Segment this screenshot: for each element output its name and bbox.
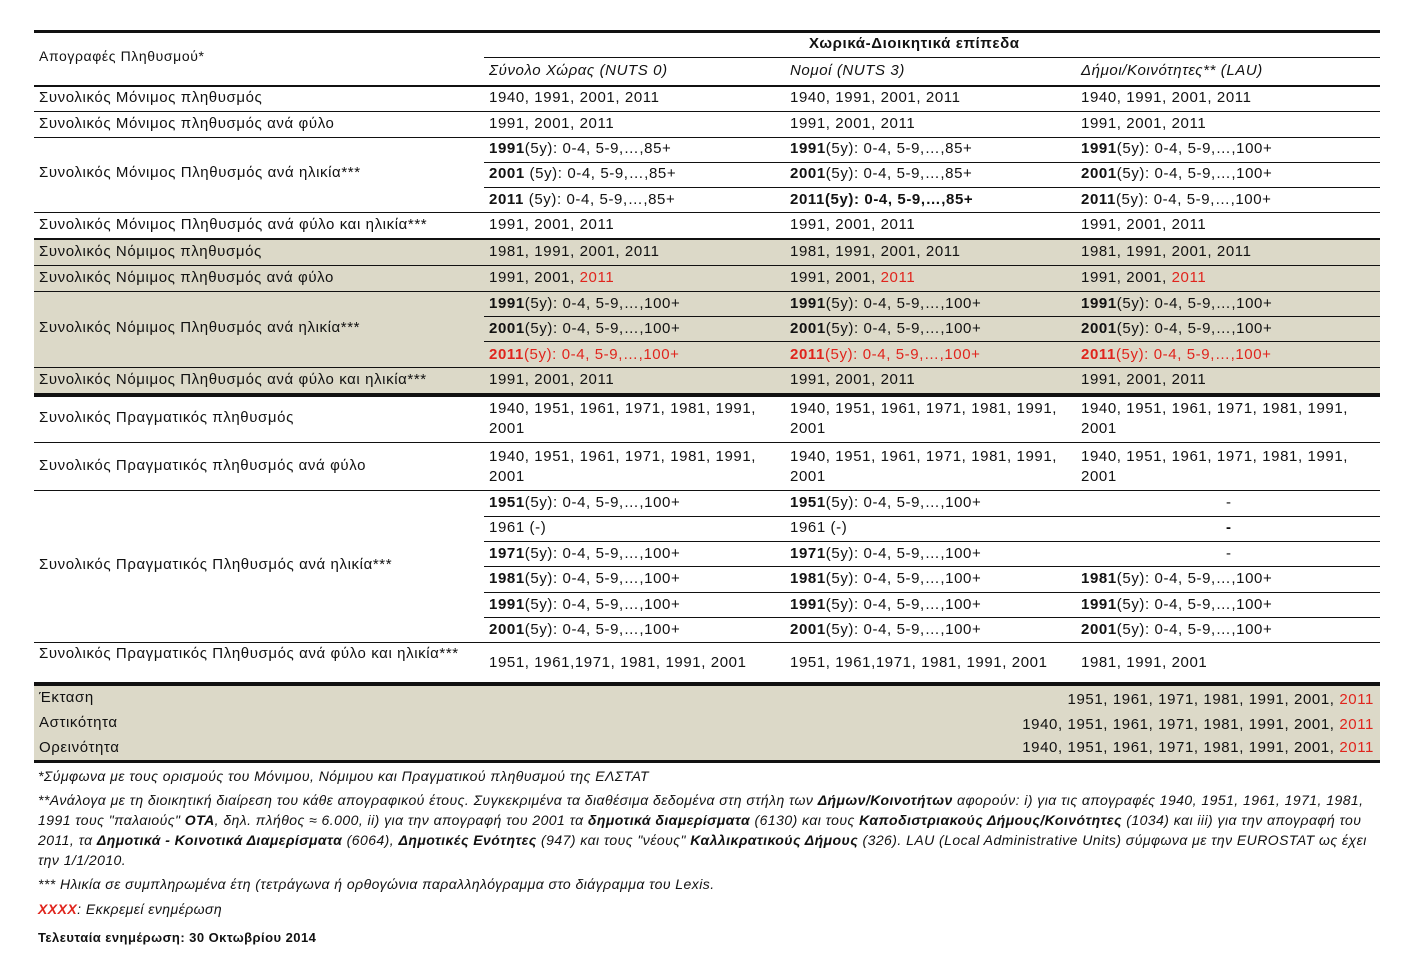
legend-text: : Εκκρεμεί ενημέρωση bbox=[77, 901, 223, 917]
pending-year: 2011 bbox=[1339, 739, 1374, 756]
cell-nuts3 bbox=[790, 544, 981, 564]
row-header-label: Απογραφές Πληθυσμού* bbox=[39, 48, 205, 64]
row-label: Συνολικός Μόνιμος Πληθυσμός ανά φύλο και ηλικία*** bbox=[39, 216, 428, 233]
cell-nuts3: 1940, 1951, 1961, 1971, 1981, 1991, 2001 bbox=[790, 400, 1058, 437]
sub-rule bbox=[484, 187, 1380, 188]
rule bbox=[34, 367, 1380, 368]
rule bbox=[34, 111, 1380, 112]
cell-nuts0: 1981, 1991, 2001, 2011 bbox=[489, 243, 660, 260]
cell-nuts0: 1940, 1991, 2001, 2011 bbox=[489, 89, 660, 106]
cell-lau bbox=[1081, 294, 1272, 314]
year: 1991 bbox=[790, 140, 826, 157]
section-rule bbox=[34, 238, 1380, 240]
year: 2001 bbox=[489, 320, 525, 337]
footnote-text: (1034) και iii) για την απογραφή του 2011, τα bbox=[38, 812, 1362, 848]
legend-pending bbox=[38, 899, 1378, 919]
year: 2001 bbox=[489, 621, 525, 638]
cell-lau: 1981, 1991, 2001, 2011 bbox=[1081, 243, 1252, 260]
sub-rule bbox=[484, 316, 1380, 317]
cell-nuts0: 1991, 2001, 2011 bbox=[489, 216, 615, 233]
row-label: Έκταση bbox=[39, 689, 94, 706]
row-label: Συνολικός Νόμιμος Πληθυσμός ανά φύλο και ηλικία*** bbox=[39, 371, 427, 388]
footnote-bold: Καποδιστριακούς Δήμους/Κοινότητες bbox=[859, 812, 1122, 828]
age-groups: (5y): 0-4, 5-9,…,100+ bbox=[1116, 320, 1273, 337]
cell-nuts3 bbox=[790, 319, 981, 339]
cell-nuts3: 1991, 2001, 2011 bbox=[790, 371, 916, 388]
rule bbox=[34, 137, 1380, 138]
age-groups: (5y): 0-4, 5-9,…,100+ bbox=[524, 320, 681, 337]
cell-nuts3 bbox=[790, 493, 981, 513]
year: 2011 bbox=[1081, 191, 1116, 208]
year: 1991 bbox=[1081, 140, 1117, 157]
sub-rule bbox=[484, 617, 1380, 618]
age-groups: (5y): 0-4, 5-9,…,100+ bbox=[523, 346, 680, 363]
row-label: Αστικότητα bbox=[39, 714, 118, 731]
year: 2001 bbox=[790, 165, 826, 182]
footnote-lau bbox=[38, 790, 1378, 870]
cell-lau: 1991, 2001, 2011 bbox=[1081, 115, 1207, 132]
footnote-bold: δημοτικά διαμερίσματα bbox=[587, 812, 751, 828]
cell-lau bbox=[1081, 319, 1272, 339]
cell-lau: 1991, 2001, 2011 bbox=[1081, 216, 1207, 233]
age-groups: (5y): 0-4, 5-9,…,85+ bbox=[524, 165, 677, 182]
sub-rule bbox=[484, 162, 1380, 163]
cell-nuts0 bbox=[489, 620, 680, 640]
year: 1981 bbox=[489, 570, 525, 587]
rule bbox=[34, 642, 1380, 643]
rule bbox=[34, 212, 1380, 213]
pending-year: 2011 bbox=[579, 269, 615, 286]
cell-lau: - bbox=[1226, 494, 1232, 511]
age-groups: (5y): 0-4, 5-9,…,100+ bbox=[524, 494, 681, 511]
sub-rule bbox=[484, 341, 1380, 342]
cell-nuts0 bbox=[489, 164, 676, 184]
years: 1951, 1961, 1971, 1981, 1991, 2001, bbox=[1067, 691, 1340, 708]
cell-nuts0 bbox=[489, 268, 614, 288]
cell-nuts3: 1951, 1961,1971, 1981, 1991, 2001 bbox=[790, 654, 1048, 671]
year: 1971 bbox=[489, 545, 525, 562]
year: 2001 bbox=[790, 320, 826, 337]
pending-year: 2011 bbox=[1339, 716, 1374, 733]
age-groups: (5y): 0-4, 5-9,…,100+ bbox=[524, 295, 681, 312]
age-groups: (5y): 0-4, 5-9,…,100+ bbox=[825, 545, 982, 562]
year: 1991 bbox=[790, 295, 826, 312]
years-cell bbox=[1022, 738, 1374, 758]
footnote-text: (6130) και τους bbox=[750, 812, 860, 828]
cell-nuts3 bbox=[790, 139, 972, 159]
sub-rule bbox=[484, 566, 1380, 567]
cell-lau bbox=[1081, 569, 1272, 589]
footnote-text: **Ανάλογα με τη διοικητική διαίρεση του κάθε απογραφικού έτους. Συγκεκριμένα τα διαθέσιμα δεδομένα στη στήλη των bbox=[38, 792, 818, 808]
row-label: Συνολικός Μόνιμος πληθυσμός bbox=[39, 89, 263, 106]
cell-lau bbox=[1081, 190, 1272, 210]
cell-nuts0: 1940, 1951, 1961, 1971, 1981, 1991, 2001 bbox=[489, 448, 757, 485]
cell-nuts3 bbox=[790, 595, 981, 615]
row-label: Συνολικός Μόνιμος Πληθυσμός ανά ηλικία*** bbox=[39, 164, 361, 181]
age-groups: (5y): 0-4, 5-9,…,85+ bbox=[825, 165, 973, 182]
cell-nuts3 bbox=[790, 268, 915, 288]
cell-nuts3: 1940, 1991, 2001, 2011 bbox=[790, 89, 961, 106]
year: 1951 bbox=[790, 494, 826, 511]
year: 2001 bbox=[1081, 165, 1117, 182]
years: 1991, 2001, bbox=[1081, 269, 1172, 286]
cell-lau: - bbox=[1226, 519, 1232, 536]
cell-nuts0 bbox=[489, 493, 680, 513]
years: 1991, 2001, bbox=[489, 269, 580, 286]
sub-rule bbox=[484, 516, 1380, 517]
cell-lau-pending bbox=[1081, 345, 1272, 365]
age-groups: (5y): 0-4, 5-9,…,85+ bbox=[825, 140, 973, 157]
year: 1981 bbox=[790, 570, 826, 587]
footnote-bold: Δημοτικά - Κοινοτικά Διαμερίσματα bbox=[96, 832, 343, 848]
row-label: Ορεινότητα bbox=[39, 739, 120, 756]
year: 1991 bbox=[489, 596, 525, 613]
age-groups: (5y): 0-4, 5-9,…,85+ bbox=[523, 191, 676, 208]
col-header-nuts0: Σύνολο Χώρας (NUTS 0) bbox=[489, 62, 668, 79]
legend-red-sample: XXXX bbox=[38, 901, 78, 917]
section-thick-rule bbox=[34, 682, 1380, 686]
footnote-age: *** Ηλικία σε συμπληρωμένα έτη (τετράγωνα ή ορθογώνια παραλληλόγραμμα στο διάγραμμα του Lexis. bbox=[38, 876, 715, 892]
age-groups: (5y): 0-4, 5-9,…,100+ bbox=[1115, 191, 1272, 208]
year: 2011 bbox=[790, 346, 825, 363]
cell-nuts0 bbox=[489, 190, 675, 210]
age-groups: (5y): 0-4, 5-9,…,100+ bbox=[825, 570, 982, 587]
cell-nuts3: 1940, 1951, 1961, 1971, 1981, 1991, 2001 bbox=[790, 448, 1058, 485]
footnote-text: αφορούν: i) για τις απογραφές 1940, 1951, 1961, 1971, 1981, 1991 τους "παλαιούς" bbox=[38, 792, 1364, 828]
cell-lau bbox=[1081, 620, 1272, 640]
row-label: Συνολικός Πραγματικός Πληθυσμός ανά ηλικία*** bbox=[39, 556, 393, 573]
age-groups: (5y): 0-4, 5-9,…,100+ bbox=[524, 570, 681, 587]
cell-lau bbox=[1081, 595, 1272, 615]
cell-nuts3: 2011(5y): 0-4, 5-9,…,85+ bbox=[790, 191, 974, 208]
age-groups: (5y): 0-4, 5-9,…,100+ bbox=[524, 621, 681, 638]
group-title: Χωρικά-Διοικητικά επίπεδα bbox=[809, 35, 1020, 52]
cell-nuts3: 1991, 2001, 2011 bbox=[790, 216, 916, 233]
cell-nuts3: 1961 (-) bbox=[790, 519, 848, 536]
pending-year: 2011 bbox=[1339, 691, 1374, 708]
cell-lau bbox=[1081, 164, 1272, 184]
cell-nuts3: 1991, 2001, 2011 bbox=[790, 115, 916, 132]
year: 2011 bbox=[1081, 346, 1116, 363]
bottom-rule bbox=[34, 760, 1380, 763]
top-rule bbox=[34, 30, 1380, 33]
cell-nuts0 bbox=[489, 319, 680, 339]
age-groups: (5y): 0-4, 5-9,…,100+ bbox=[825, 295, 982, 312]
year: 1991 bbox=[1081, 295, 1117, 312]
cell-nuts0: 1991, 2001, 2011 bbox=[489, 115, 615, 132]
cell-nuts0 bbox=[489, 139, 671, 159]
cell-lau: 1940, 1951, 1961, 1971, 1981, 1991, 2001 bbox=[1081, 400, 1349, 437]
age-groups: (5y): 0-4, 5-9,…,100+ bbox=[1116, 570, 1273, 587]
cell-nuts0 bbox=[489, 595, 680, 615]
cell-lau: - bbox=[1226, 545, 1232, 562]
year: 1971 bbox=[790, 545, 826, 562]
cell-nuts0: 1940, 1951, 1961, 1971, 1981, 1991, 2001 bbox=[489, 400, 757, 437]
age-groups: (5y): 0-4, 5-9,…,100+ bbox=[1116, 165, 1273, 182]
cell-nuts3: 1981, 1991, 2001, 2011 bbox=[790, 243, 961, 260]
row-label: Συνολικός Πραγματικός πληθυσμός ανά φύλο bbox=[39, 457, 367, 474]
years-cell bbox=[1068, 690, 1374, 710]
header-bottom-rule bbox=[34, 85, 1380, 87]
year: 2011 bbox=[489, 346, 524, 363]
cell-nuts3-pending bbox=[790, 345, 981, 365]
footnote-text: (6064), bbox=[342, 832, 399, 848]
age-groups: (5y): 0-4, 5-9,…,100+ bbox=[1116, 140, 1273, 157]
year: 1991 bbox=[790, 596, 826, 613]
year: 2011 bbox=[489, 191, 524, 208]
footnote-text: (947) και τους "νέους" bbox=[536, 832, 691, 848]
age-groups: (5y): 0-4, 5-9,…,100+ bbox=[1115, 346, 1272, 363]
footnote-text: (326). LAU (Local Administrative Units) σύμφωνα με την EUROSTAT ως έχει την 1/1/2010. bbox=[38, 832, 1367, 868]
years: 1940, 1951, 1961, 1971, 1981, 1991, 2001, bbox=[1022, 739, 1340, 756]
rule bbox=[34, 490, 1380, 491]
age-groups: (5y): 0-4, 5-9,…,100+ bbox=[825, 320, 982, 337]
footnote-bold: Δήμων/Κοινοτήτων bbox=[817, 792, 953, 808]
year: 1981 bbox=[1081, 570, 1117, 587]
age-groups: (5y): 0-4, 5-9,…,85+ bbox=[524, 140, 672, 157]
age-groups: (5y): 0-4, 5-9,…,100+ bbox=[825, 596, 982, 613]
footnote-bold: Δημοτικές Ενότητες bbox=[398, 832, 537, 848]
cell-lau: 1940, 1951, 1961, 1971, 1981, 1991, 2001 bbox=[1081, 448, 1349, 485]
row-label: Συνολικός Πραγματικός Πληθυσμός ανά φύλο και ηλικία*** bbox=[39, 645, 459, 662]
pending-year: 2011 bbox=[1171, 269, 1207, 286]
cell-nuts0 bbox=[489, 544, 680, 564]
row-label: Συνολικός Πραγματικός πληθυσμός bbox=[39, 409, 294, 426]
year: 2001 bbox=[1081, 621, 1117, 638]
col-header-nuts3: Νομοί (NUTS 3) bbox=[790, 62, 905, 79]
cell-nuts0: 1991, 2001, 2011 bbox=[489, 371, 615, 388]
last-updated: Τελευταία ενημέρωση: 30 Οκτωβρίου 2014 bbox=[38, 930, 317, 945]
footnote-bold: Καλλικρατικούς Δήμους bbox=[690, 832, 859, 848]
cell-nuts0: 1951, 1961,1971, 1981, 1991, 2001 bbox=[489, 654, 747, 671]
year: 2001 bbox=[790, 621, 826, 638]
row-label: Συνολικός Μόνιμος πληθυσμός ανά φύλο bbox=[39, 115, 335, 132]
cell-nuts3 bbox=[790, 569, 981, 589]
cell-nuts3 bbox=[790, 294, 981, 314]
rule bbox=[34, 442, 1380, 443]
cell-nuts0-pending bbox=[489, 345, 680, 365]
age-groups: (5y): 0-4, 5-9,…,100+ bbox=[1116, 295, 1273, 312]
cell-lau: 1991, 2001, 2011 bbox=[1081, 371, 1207, 388]
row-label: Συνολικός Νόμιμος Πληθυσμός ανά ηλικία*** bbox=[39, 319, 361, 336]
cell-nuts3 bbox=[790, 620, 981, 640]
col-header-lau: Δήμοι/Κοινότητες** (LAU) bbox=[1081, 62, 1263, 79]
age-groups: (5y): 0-4, 5-9,…,100+ bbox=[825, 494, 982, 511]
cell-nuts0: 1961 (-) bbox=[489, 519, 547, 536]
pending-year: 2011 bbox=[880, 269, 916, 286]
footnote-bold: ΟΤΑ bbox=[184, 812, 215, 828]
footnote-text: , δηλ. πλήθος ≈ 6.000, ii) για την απογραφή του 2001 τα bbox=[214, 812, 588, 828]
cell-lau: 1981, 1991, 2001 bbox=[1081, 654, 1208, 671]
age-groups: (5y): 0-4, 5-9,…,100+ bbox=[524, 545, 681, 562]
year: 2001 bbox=[1081, 320, 1117, 337]
age-groups: (5y): 0-4, 5-9,…,100+ bbox=[824, 346, 981, 363]
sub-rule bbox=[484, 592, 1380, 593]
years: 1940, 1951, 1961, 1971, 1981, 1991, 2001, bbox=[1022, 716, 1340, 733]
row-label: Συνολικός Νόμιμος πληθυσμός bbox=[39, 243, 262, 260]
cell-lau: 1940, 1991, 2001, 2011 bbox=[1081, 89, 1252, 106]
group-title-rule bbox=[484, 57, 1380, 58]
year: 1991 bbox=[489, 140, 525, 157]
rule bbox=[34, 291, 1380, 292]
year: 1991 bbox=[489, 295, 525, 312]
year: 2001 bbox=[489, 165, 525, 182]
age-groups: (5y): 0-4, 5-9,…,100+ bbox=[1116, 621, 1273, 638]
years: 1991, 2001, bbox=[790, 269, 881, 286]
cell-nuts3 bbox=[790, 164, 972, 184]
footnote-definitions: *Σύμφωνα με τους ορισμούς του Μόνιμου, Νόμιμου και Πραγματικού πληθυσμού της ΕΛΣΤΑΤ bbox=[38, 768, 650, 784]
row-label: Συνολικός Νόμιμος πληθυσμός ανά φύλο bbox=[39, 269, 334, 286]
years-cell bbox=[1022, 715, 1374, 735]
cell-nuts0 bbox=[489, 294, 680, 314]
cell-nuts0 bbox=[489, 569, 680, 589]
age-groups: (5y): 0-4, 5-9,…,100+ bbox=[825, 621, 982, 638]
year: 1991 bbox=[1081, 596, 1117, 613]
year: 1951 bbox=[489, 494, 525, 511]
cell-lau bbox=[1081, 139, 1272, 159]
rule bbox=[34, 265, 1380, 266]
sub-rule bbox=[484, 541, 1380, 542]
section-thick-rule bbox=[34, 393, 1380, 397]
cell-lau bbox=[1081, 268, 1206, 288]
age-groups: (5y): 0-4, 5-9,…,100+ bbox=[1116, 596, 1273, 613]
age-groups: (5y): 0-4, 5-9,…,100+ bbox=[524, 596, 681, 613]
